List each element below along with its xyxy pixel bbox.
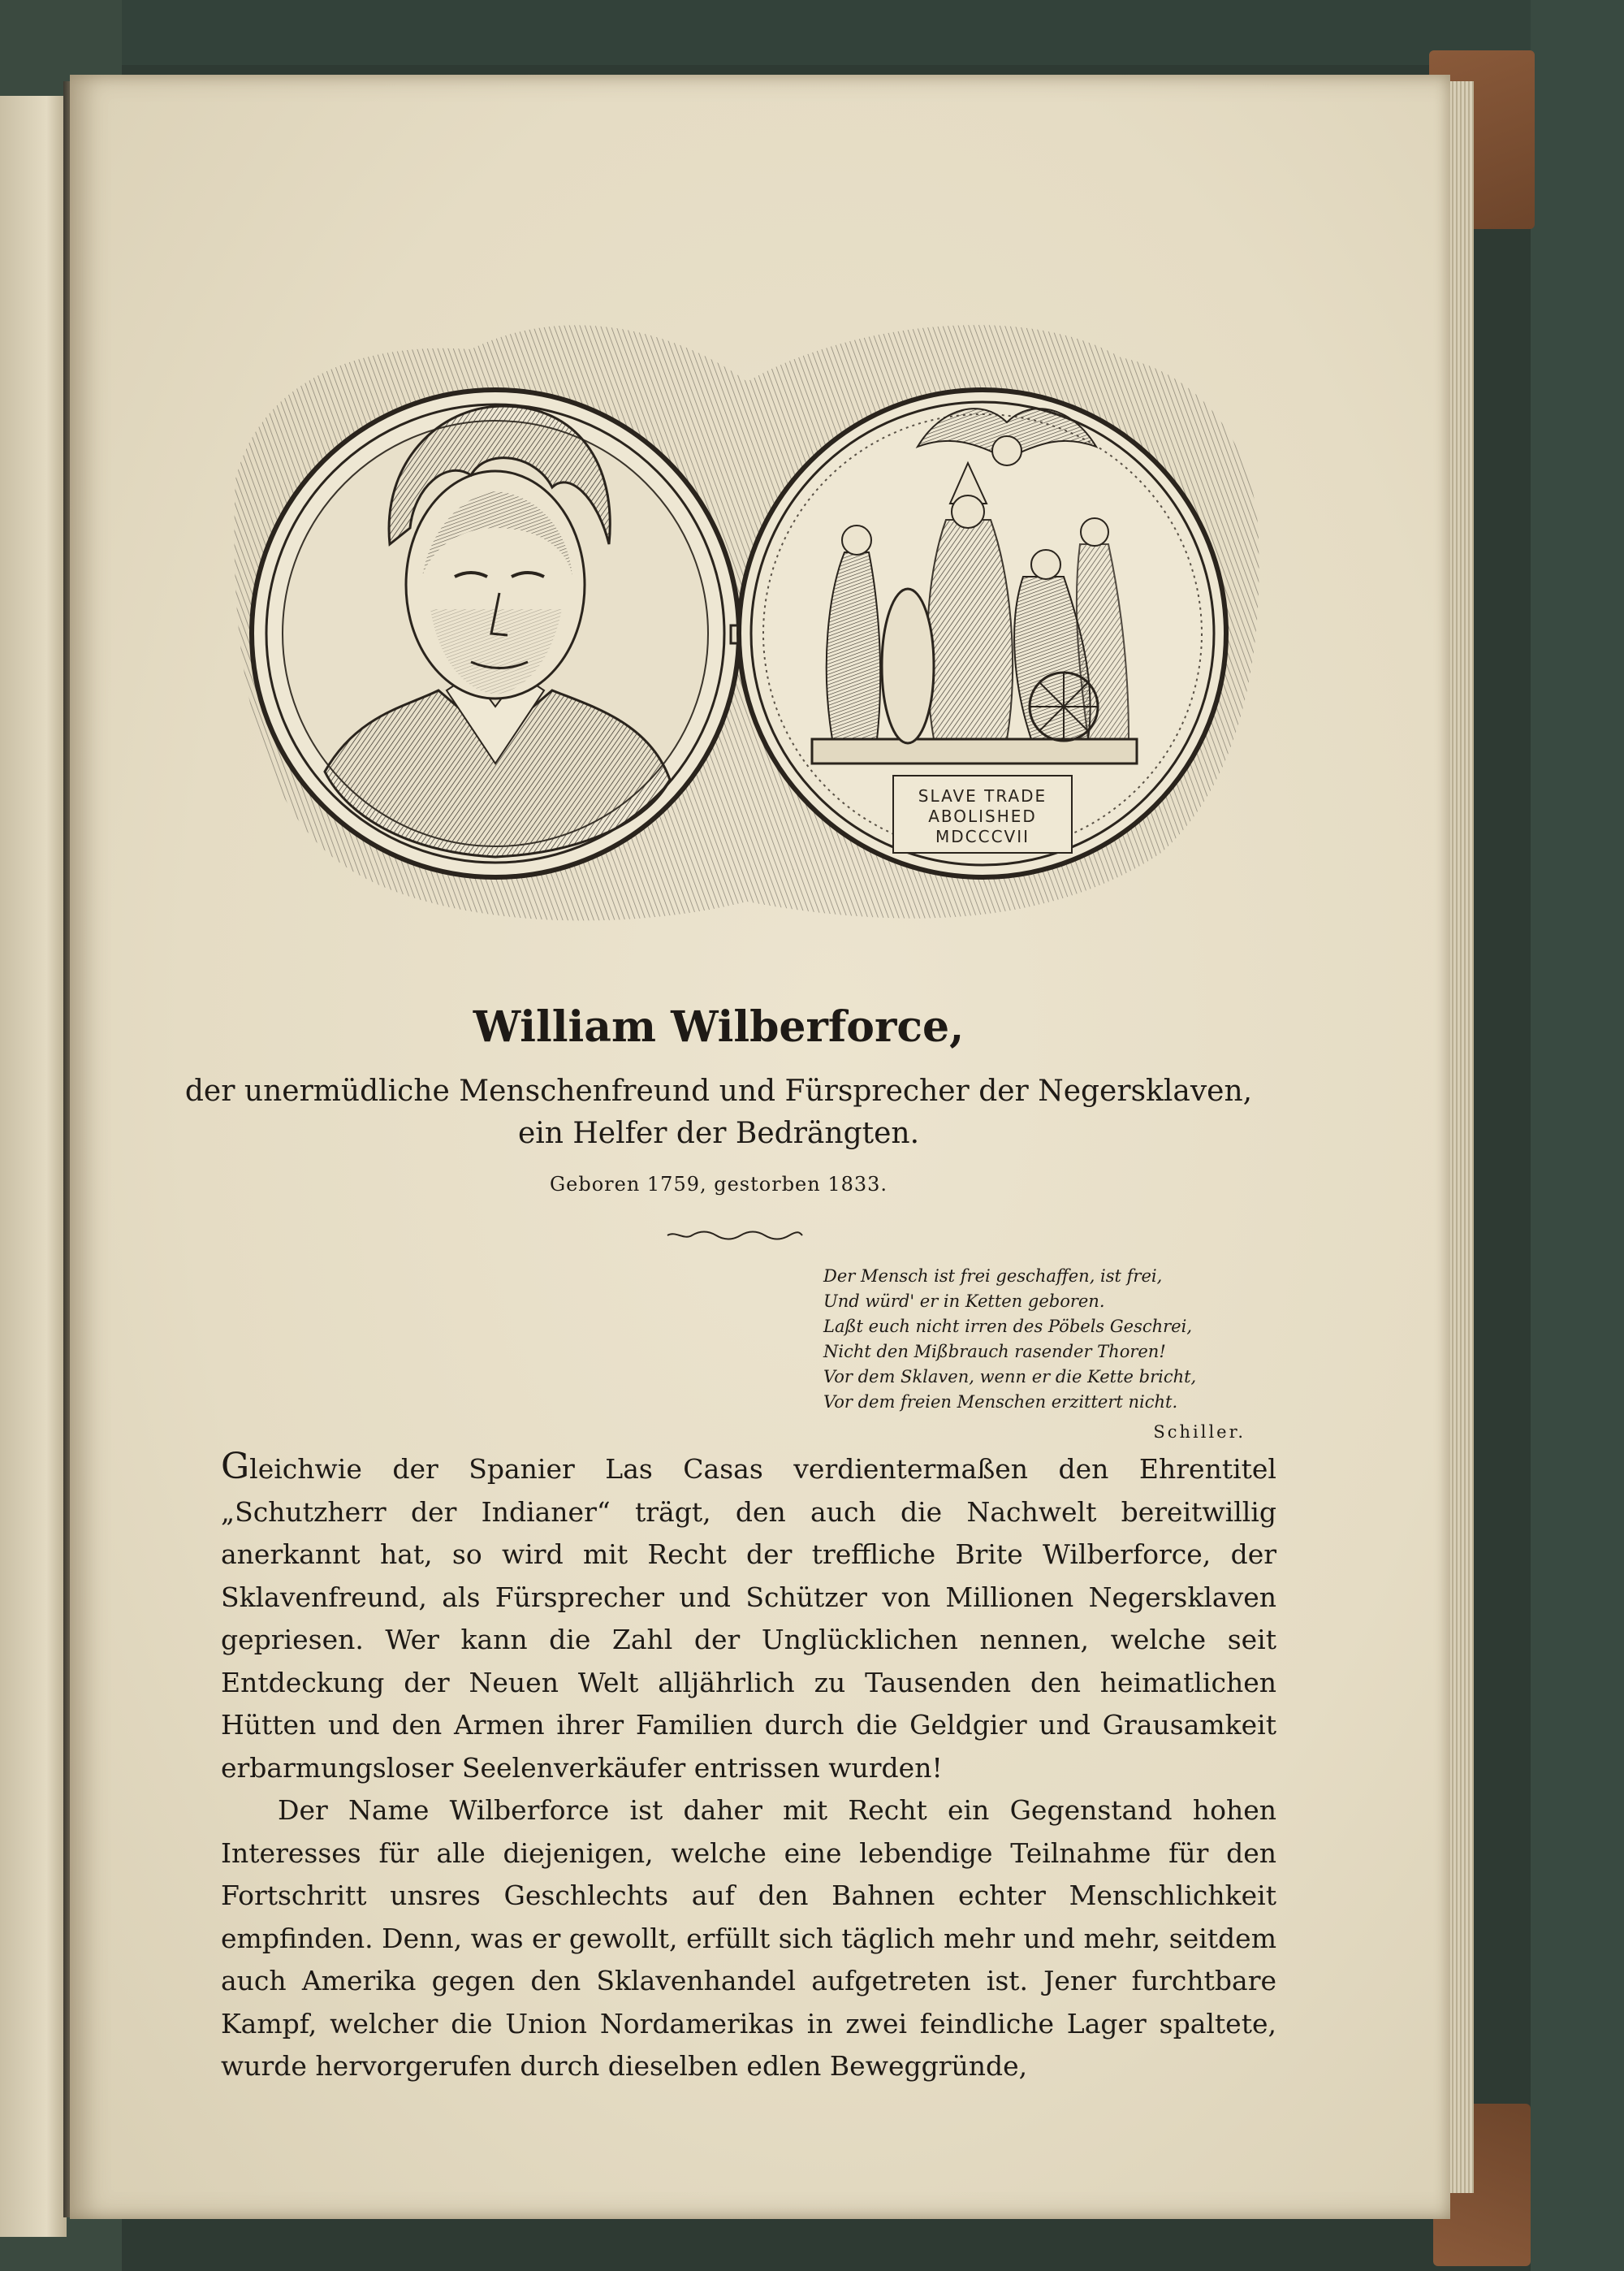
portrait-medallion (252, 390, 739, 877)
subtitle-line: ein Helfer der Bedrängten. (517, 1117, 920, 1150)
ornamental-divider (666, 1228, 804, 1243)
poem-line: Vor dem freien Menschen erzittert nicht. (823, 1392, 1178, 1412)
poem-line: Und würd' er in Ketten geboren. (823, 1291, 1105, 1311)
medal-inscription-line: ABOLISHED (928, 807, 1037, 826)
poem-line: Laßt euch nicht irren des Pöbels Geschrei, (823, 1317, 1192, 1336)
chapter-subtitle (162, 1071, 1275, 1155)
body-paragraph: Der Name Wilberforce ist daher mit Recht ein Gegenstand hohen Interesses für alle diejenigen, welche eine lebendige Teilnahme für den Fortschritt unsres Geschlechts auf den Bahnen echter Menschlichkeit empfinden. Denn, was er gewollt, erfüllt sich täglich mehr und mehr, seitdem auch Amerika gegen den Sklavenhandel aufgetreten ist. Jener furchtbare Kampf, welcher die Union Nordamerikas in zwei feindliche Lager spaltete, wurde hervorgerufen durch dieselben edlen Beweggründe, (221, 1794, 1276, 2082)
engraving-illustration (227, 284, 1267, 950)
previous-page-edge (0, 96, 67, 2237)
medal-inscription (901, 786, 1064, 847)
medal-inscription-line: MDCCCVII (935, 827, 1030, 846)
body-text (221, 1446, 1276, 2088)
medal-inscription-line: SLAVE TRADE (918, 786, 1047, 806)
body-paragraph: Gleichwie der Spanier Las Casas verdientermaßen den Ehrentitel „Schutzherr der Indianer“ trägt, den auch die Nachwelt bereitwillig anerkannt hat, so wird mit Recht der treffliche Brite Wilberforce, der Sklavenfreund, als Fürsprecher und Schützer von Millionen Negersklaven gepriesen. Wer kann die Zahl der Unglücklichen nennen, welche seit Entdeckung der Neuen Welt alljährlich zu Tausenden den heimatlichen Hütten und den Armen ihrer Familien durch die Geldgier und Grausamkeit erbarmungsloser Seelenverkäufer entrissen wurden! (221, 1446, 1276, 1784)
poem-line: Der Mensch ist frei geschaffen, ist frei, (823, 1266, 1163, 1286)
poem-line: Vor dem Sklaven, wenn er die Kette bricht, (823, 1367, 1197, 1386)
subtitle-line: der unermüdliche Menschenfreund und Fürsprecher der Negersklaven, (184, 1075, 1253, 1108)
poem-line: Nicht den Mißbrauch rasender Thoren! (823, 1342, 1166, 1361)
chapter-heading (162, 999, 1275, 1196)
book-cover-top (0, 0, 1624, 65)
book-cover-right (1531, 0, 1624, 2271)
schiller-epigraph (823, 1264, 1278, 1445)
life-dates: Geboren 1759, gestorben 1833. (549, 1173, 888, 1196)
poem-author: Schiller. (1153, 1422, 1246, 1442)
chapter-title: William Wilberforce, (473, 1002, 965, 1052)
